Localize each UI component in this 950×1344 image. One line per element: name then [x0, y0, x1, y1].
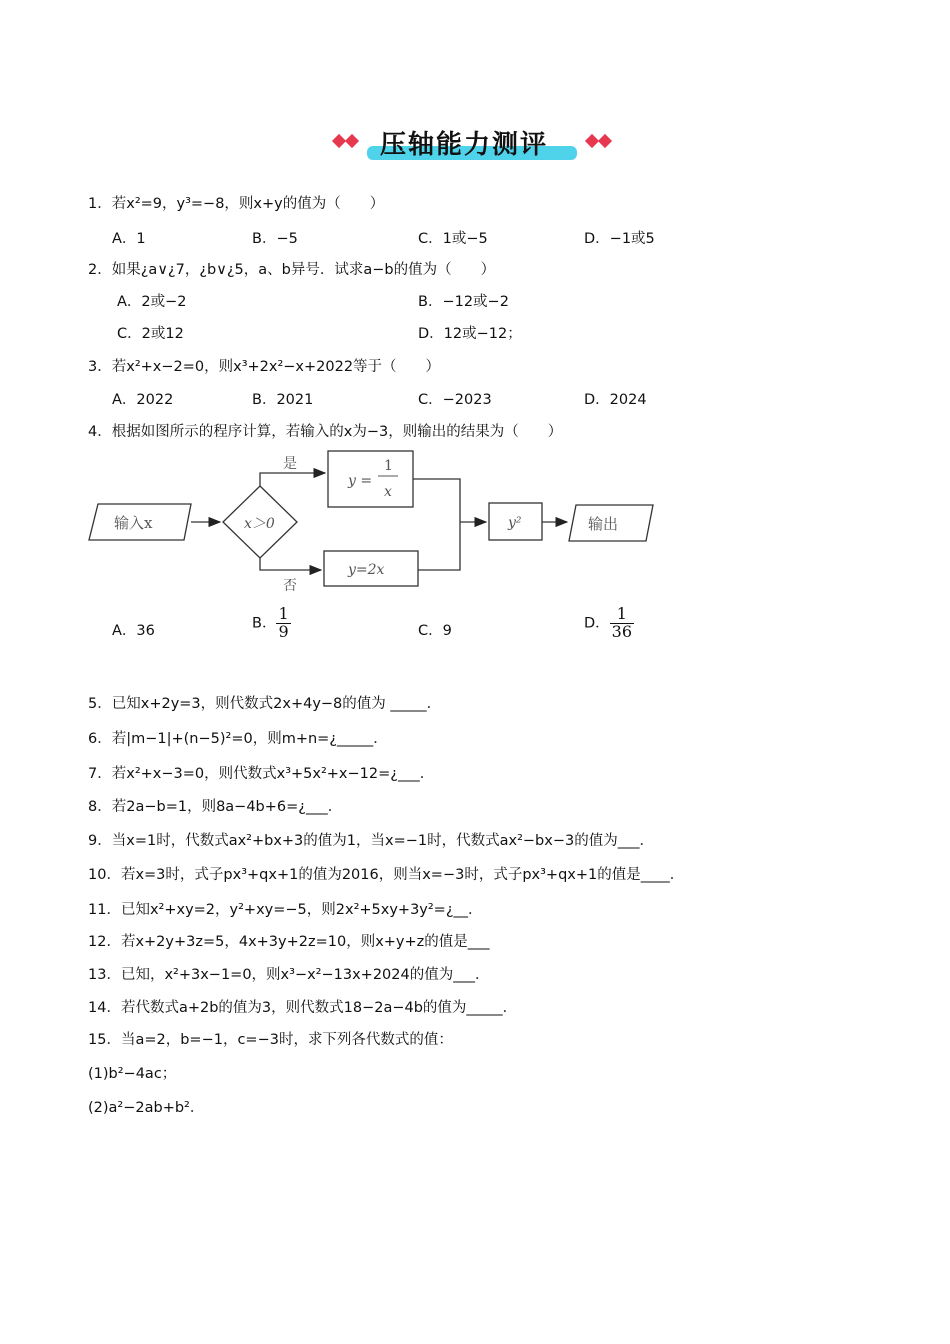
condition-label: x＞0 [244, 516, 275, 532]
q2-option-c[interactable]: C．2或12 [117, 326, 184, 342]
q2-option-a[interactable]: A．2或−2 [117, 294, 187, 310]
question-2: 2．如果¿a∨¿7，¿b∨¿5，a、b异号．试求a−b的值为（ ） [88, 262, 496, 278]
diamond-icon [345, 134, 359, 148]
q1-option-c[interactable]: C．1或−5 [418, 231, 488, 247]
question-11-stem: 已知x²+xy=2，y²+xy=−5，则2x²+5xy+3y²=¿__． [120, 902, 483, 918]
q1-option-b[interactable]: B．−5 [252, 231, 298, 247]
svg-text:x: x [384, 484, 392, 500]
question-15: 15．当a=2，b=−1，c=−3时，求下列各代数式的值： [88, 1032, 453, 1048]
section-title [330, 122, 620, 168]
question-7: 7．若x²+x−3=0，则代数式x³+5x²+x−12=¿___． [88, 766, 435, 782]
question-15-part-2: (2)a²−2ab+b²． [88, 1100, 205, 1116]
input-label: 输入x [114, 514, 153, 532]
question-14: 14．若代数式a+2b的值为3，则代数式18−2a−4b的值为_____． [88, 1000, 518, 1016]
question-15-part-1: (1)b²−4ac； [88, 1066, 177, 1082]
question-3: 3．若x²+x−2=0，则x³+2x²−x+2022等于（ ） [88, 359, 441, 375]
question-10-stem: 若x=3时，式子px³+qx+1的值为2016，则当x=−3时，式子px³+qx+1的值是____． [120, 867, 685, 883]
no-branch-label: y=2x [348, 562, 385, 578]
program-flowchart [80, 448, 670, 598]
q4-option-a[interactable]: A．36 [112, 623, 155, 639]
q4-option-b[interactable]: B． $\frac{1}{9}$ [252, 604, 289, 641]
question-8-stem: 若2a−b=1，则8a−4b+6=¿___． [111, 799, 343, 815]
question-12: 12．若x+2y+3z=5，4x+3y+2z=10，则x+y+z的值是___ [88, 934, 490, 950]
question-2-stem: 如果¿a∨¿7，¿b∨¿5，a、b异号．试求a−b的值为（ ） [111, 262, 496, 278]
question-4-stem: 根据如图所示的程序计算，若输入的x为−3，则输出的结果为（ ） [111, 424, 563, 440]
question-5-stem: 已知x+2y=3，则代数式2x+4y−8的值为 _____． [111, 696, 442, 712]
no-label: 否 [283, 578, 297, 594]
question-1: 1．若x²=9，y³=−8，则x+y的值为（ ） [88, 196, 385, 212]
page-title: 压轴能力测评 [380, 130, 549, 160]
question-9-stem: 当x=1时，代数式ax²+bx+3的值为1，当x=−1时，代数式ax²−bx−3的值为___． [111, 833, 654, 849]
question-3-stem: 若x²+x−2=0，则x³+2x²−x+2022等于（ ） [111, 359, 441, 375]
question-13-stem: 已知，x²+3x−1=0，则x³−x²−13x+2024的值为___． [120, 967, 490, 983]
question-8: 8．若2a−b=1，则8a−4b+6=¿___． [88, 799, 343, 815]
svg-text:y =: y = [348, 473, 373, 489]
svg-text:1: 1 [384, 458, 393, 474]
question-9: 9．当x=1时，代数式ax²+bx+3的值为1，当x=−1时，代数式ax²−bx−3的值为___． [88, 833, 654, 849]
question-15-stem: 当a=2，b=−1，c=−3时，求下列各代数式的值： [120, 1032, 453, 1048]
question-1-stem: 若x²=9，y³=−8，则x+y的值为（ ） [111, 196, 385, 212]
q2-option-d[interactable]: D．12或−12； [418, 326, 522, 342]
q3-option-c[interactable]: C．−2023 [418, 392, 492, 408]
question-14-stem: 若代数式a+2b的值为3，则代数式18−2a−4b的值为_____． [120, 1000, 518, 1016]
diamond-icon [598, 134, 612, 148]
question-7-stem: 若x²+x−3=0，则代数式x³+5x²+x−12=¿___． [111, 766, 435, 782]
square-label: y² [508, 515, 522, 531]
q2-option-b[interactable]: B．−12或−2 [418, 294, 509, 310]
question-6: 6．若|m−1|+(n−5)²=0，则m+n=¿_____． [88, 731, 388, 747]
question-6-stem: 若|m−1|+(n−5)²=0，则m+n=¿_____． [111, 731, 388, 747]
yes-label: 是 [283, 456, 297, 472]
question-12-stem: 若x+2y+3z=5，4x+3y+2z=10，则x+y+z的值是___ [120, 934, 490, 950]
question-11: 11．已知x²+xy=2，y²+xy=−5，则2x²+5xy+3y²=¿__． [88, 902, 483, 918]
question-10: 10．若x=3时，式子px³+qx+1的值为2016，则当x=−3时，式子px³+qx+1的值是____． [88, 867, 685, 883]
q3-option-d[interactable]: D．2024 [584, 392, 647, 408]
question-13: 13．已知，x²+3x−1=0，则x³−x²−13x+2024的值为___． [88, 967, 490, 983]
q3-option-a[interactable]: A．2022 [112, 392, 174, 408]
q4-option-c[interactable]: C．9 [418, 623, 452, 639]
q3-option-b[interactable]: B．2021 [252, 392, 314, 408]
q1-option-d[interactable]: D．−1或5 [584, 231, 655, 247]
question-5: 5．已知x+2y=3，则代数式2x+4y−8的值为 _____． [88, 696, 442, 712]
output-label: 输出 [588, 515, 619, 533]
q1-option-a[interactable]: A．1 [112, 231, 146, 247]
question-4: 4．根据如图所示的程序计算，若输入的x为−3，则输出的结果为（ ） [88, 424, 563, 440]
q4-option-d[interactable]: D． $\frac{1}{36}$ [584, 604, 633, 641]
